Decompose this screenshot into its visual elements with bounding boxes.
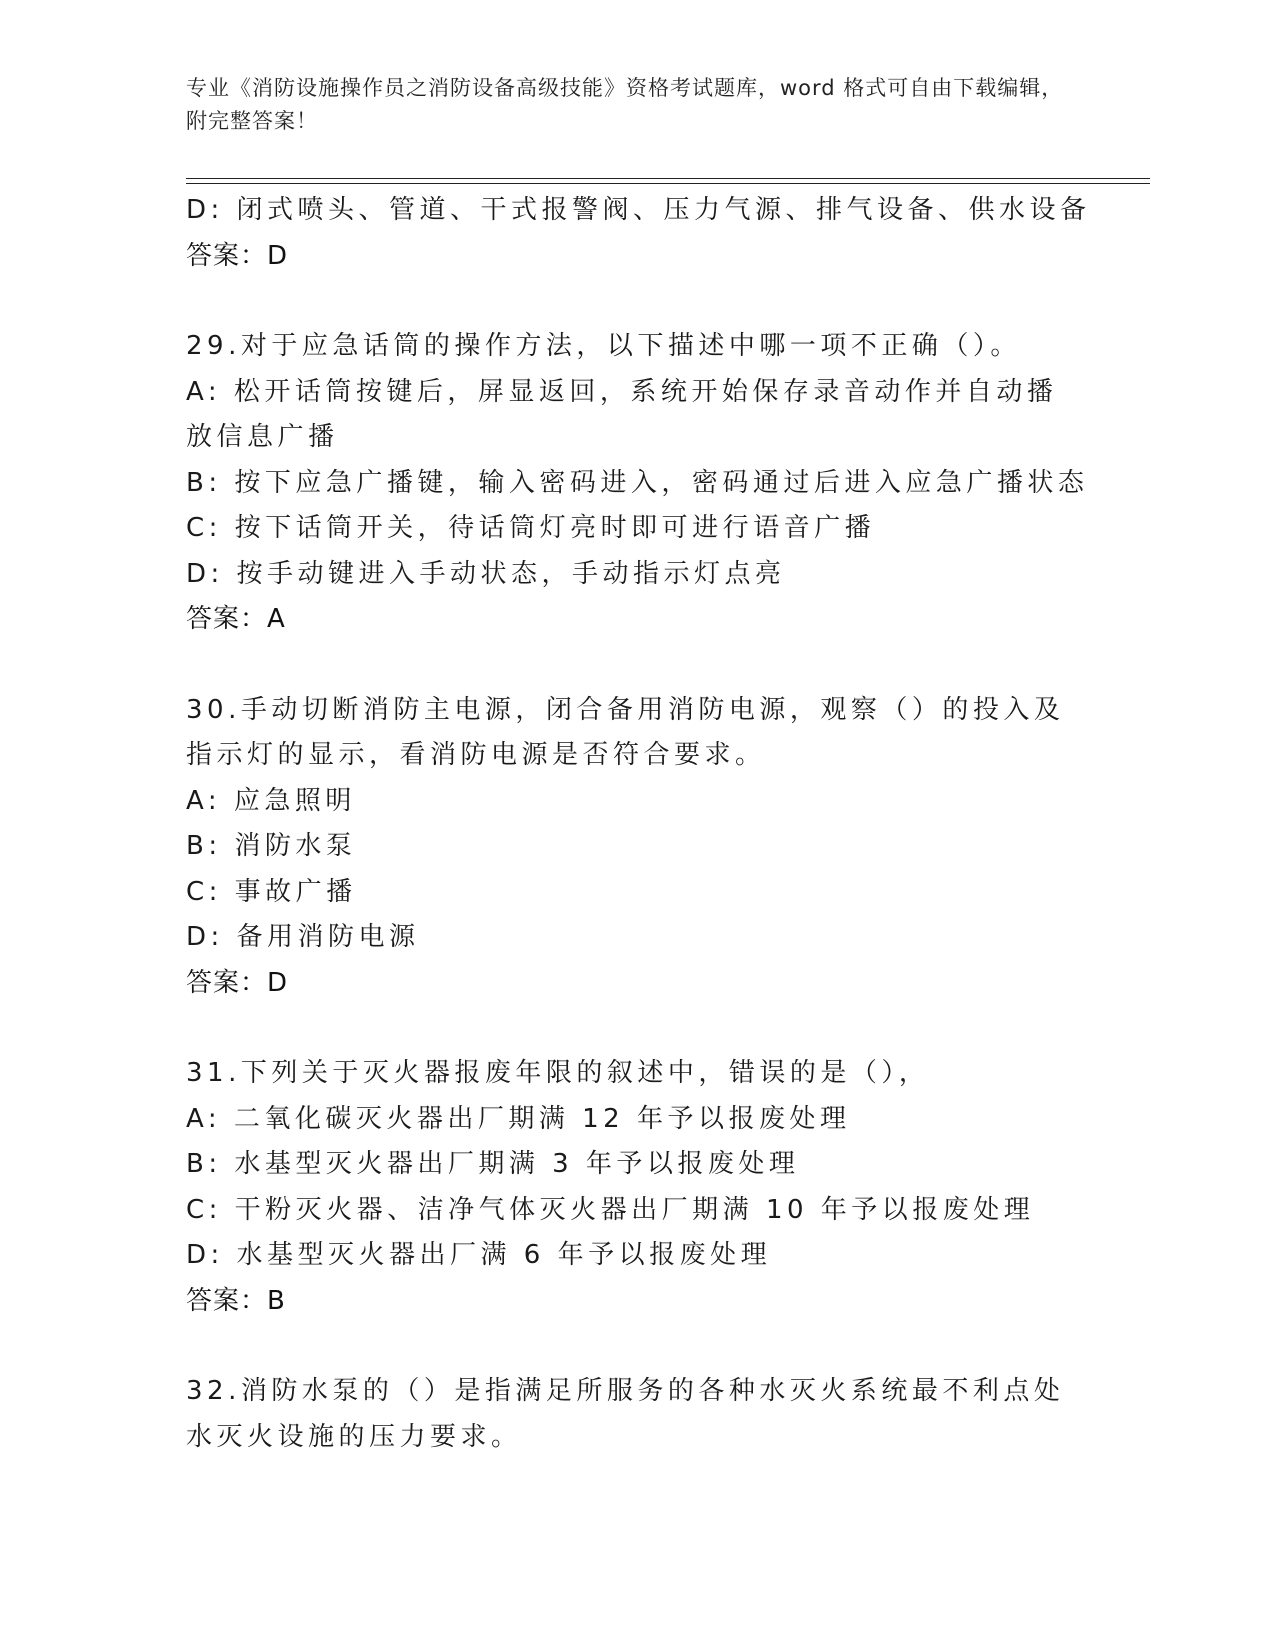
header-rule-bottom: [186, 183, 1150, 184]
spacer: [186, 279, 1086, 324]
option-d: D: 备用消防电源: [186, 922, 420, 952]
spacer: [186, 1324, 1086, 1369]
question-content: [186, 188, 1091, 1460]
question-stem: 29.对于应急话筒的操作方法，以下描述中哪一项不正确（）。: [186, 331, 1021, 361]
option-b: B: 水基型灭火器出厂期满 3 年予以报废处理: [186, 1149, 800, 1179]
question-stem: 30.手动切断消防主电源，闭合备用消防电源，观察（）的投入及指示灯的显示，看消防电源是否符合要求。: [186, 694, 1065, 770]
question-32: [186, 1369, 1086, 1460]
spacer: [186, 1006, 1086, 1051]
option-c: C: 事故广播: [186, 876, 357, 907]
option-d: D: 按手动键进入手动状态，手动指示灯点亮: [186, 558, 786, 589]
option-a: A: 二氧化碳灭火器出厂期满 12 年予以报废处理: [186, 1103, 851, 1134]
answer-line: 答案：D: [186, 967, 289, 998]
previous-question-tail: [186, 188, 1091, 279]
spacer: [186, 643, 1086, 688]
question-stem: 31.下列关于灭火器报废年限的叙述中，错误的是（），: [186, 1058, 930, 1088]
option-c: C: 按下话筒开关，待话筒灯亮时即可进行语音广播: [186, 513, 876, 543]
page-header: 专业《消防设施操作员之消防设备高级技能》资格考试题库，word 格式可自由下载编辑，附完整答案！: [186, 76, 1064, 133]
option-b: B: 按下应急广播键，输入密码进入，密码通过后进入应急广播状态: [186, 467, 1089, 498]
option-a: A: 松开话筒按键后，屏显返回，系统开始保存录音动作并自动播放信息广播: [186, 376, 1058, 452]
option-a: A: 应急照明: [186, 785, 356, 816]
question-31: [186, 1051, 1086, 1324]
question-stem: 32.消防水泵的（）是指满足所服务的各种水灭火系统最不利点处水灭火设施的压力要求。: [186, 1376, 1065, 1452]
question-29: [186, 324, 1089, 643]
question-30: [186, 688, 1086, 1007]
header-rule-top: [186, 178, 1150, 179]
option-c: C: 干粉灭火器、洁净气体灭火器出厂期满 10 年予以报废处理: [186, 1194, 1035, 1225]
option-d: D: 水基型灭火器出厂满 6 年予以报废处理: [186, 1240, 772, 1270]
answer-line: 答案：B: [186, 1285, 286, 1316]
answer-line: 答案：A: [186, 604, 286, 634]
option-b: B: 消防水泵: [186, 831, 357, 861]
answer-line: 答案：D: [186, 240, 289, 271]
option-d: D: 闭式喷头、管道、干式报警阀、压力气源、排气设备、供水设备: [186, 195, 1091, 225]
